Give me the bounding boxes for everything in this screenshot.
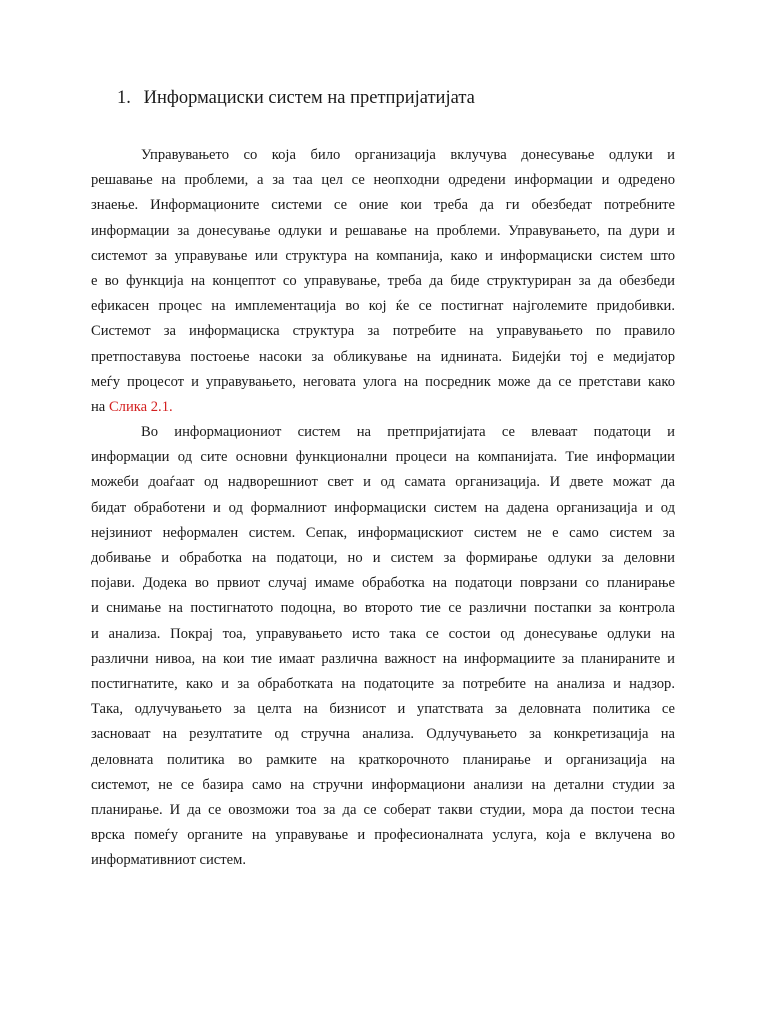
paragraph-1 bbox=[91, 143, 675, 420]
text-line: информации за донесување одлуки и решавање на проблеми. Управувањето, па дури и bbox=[91, 222, 675, 239]
text-line: ефикасен процес на имплементација во кој ќе се постигнат најголемите придобивки. bbox=[91, 298, 675, 315]
text-line: врска помеѓу органите на управување и професионалната услуга, која е вклучена во bbox=[91, 827, 675, 844]
text-line: деловната политика во рамките на краткорочното планирање и организација на bbox=[91, 751, 675, 768]
section-number: 1. bbox=[117, 88, 131, 108]
text-line: различни нивоа, на кои тие имаат различна важност на информациите за планираните и bbox=[91, 650, 675, 667]
text-line: и снимање на постигнатото подоцна, во второто тие се различни постапки за контрола bbox=[91, 600, 675, 617]
section-heading bbox=[117, 88, 475, 109]
text-line: системот, не се базира само на стручни информациони анализи на детални студии за bbox=[91, 776, 675, 793]
section-title: Информациски систем на претпријатијата bbox=[143, 88, 475, 108]
text-line: засноваат на резултатите од стручна анализа. Одлучувањето за конкретизација на bbox=[91, 726, 675, 743]
text-line: Управувањето со која било организација вклучува донесување одлуки и bbox=[141, 147, 675, 163]
body-text bbox=[91, 143, 675, 873]
text-fragment: на bbox=[91, 398, 109, 415]
figure-reference-link[interactable]: Слика 2.1 bbox=[108, 398, 170, 415]
text-line: Во информациониот систем на претпријатијата се влеваат податоци и bbox=[141, 424, 675, 441]
text-line: Така, одлучувањето за целта на бизнисот и упатствата за деловната политика се bbox=[91, 701, 675, 718]
text-line: можеби доаѓаат од надворешниот свет и од самата организација. И двете можат да bbox=[91, 474, 675, 491]
text-line: Системот за информациска структура за потребите на управувањето по правило bbox=[91, 323, 675, 340]
text-line: добивање и обработка на податоци, но и систем за формирање одлуки за деловни bbox=[91, 550, 675, 566]
text-line: меѓу процесот и управувањето, неговата улога на посредник може да се претстави како bbox=[91, 373, 675, 390]
text-line: информативниот систем. bbox=[91, 852, 247, 869]
text-line: информации од сите основни функционални процеси на компанијата. Тие информации bbox=[91, 449, 675, 466]
text-line: појави. Додека во првиот случај имаме обработка на податоци поврзани со планирање bbox=[91, 575, 675, 592]
text-line: решавање на проблеми, а за таа цел се неопходни одредени информации и одредено bbox=[91, 172, 675, 189]
text-line: нејзиниот неформален систем. Сепак, информацискиот систем не е само систем за bbox=[91, 524, 675, 541]
text-line: знаење. Информационите системи се оние кои треба да ги обезбедат потребните bbox=[91, 197, 675, 214]
text-fragment: . bbox=[169, 398, 173, 415]
text-line: и анализа. Покрај тоа, управувањето исто така се состои од донесување одлуки на bbox=[91, 625, 675, 642]
text-line: е во функција на концептот со управување, треба да биде структуриран за да обезбеди bbox=[91, 272, 675, 289]
text-line: постигнатите, како и за обработката на податоците за потребите на анализа и надзор. bbox=[91, 675, 675, 692]
text-line bbox=[91, 395, 675, 420]
paragraph-2 bbox=[91, 420, 675, 873]
text-line: системот за управување или структура на компанија, како и информациски систем што bbox=[91, 247, 675, 264]
text-line: бидат обработени и од формалниот информациски систем на дадена организација и од bbox=[91, 499, 675, 516]
text-line: планирање. И да се овозможи тоа за да се соберат такви студии, мора да постои тесна bbox=[91, 801, 675, 818]
text-line: претпоставува постоење насоки за обликување на иднината. Бидејќи тој е медијатор bbox=[91, 348, 675, 365]
